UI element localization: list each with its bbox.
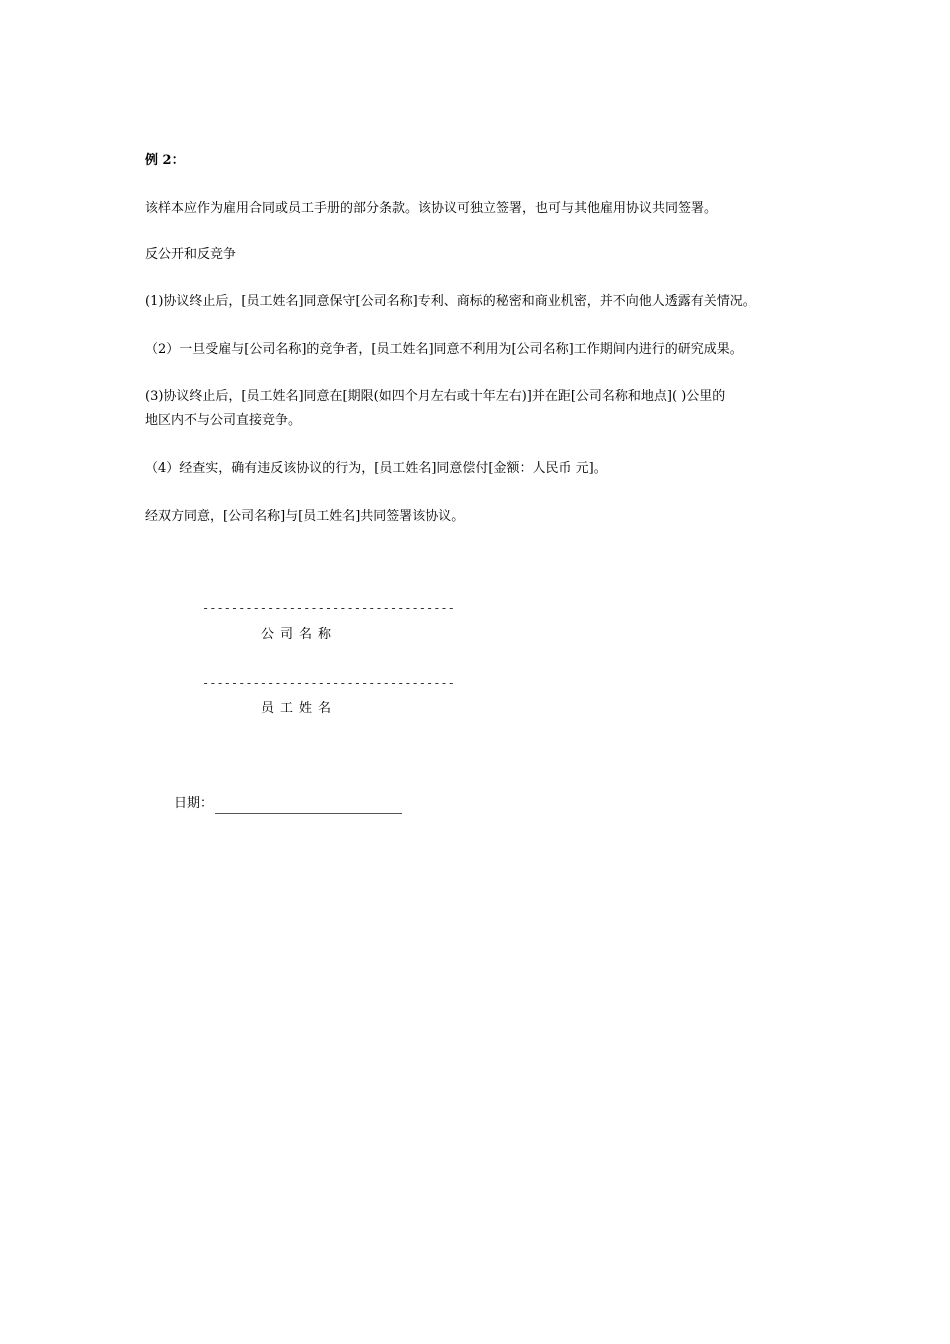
closing-paragraph: 经双方同意，[公司名称]与[员工姓名]共同签署该协议。 (145, 509, 465, 524)
clause-1: (1)协议终止后，[员工姓名]同意保守[公司名称]专利、商标的秘密和商业机密，并不向他人透露有关情况。 (145, 294, 756, 309)
clause-3-line-2: 地区内不与公司直接竞争。 (145, 413, 302, 428)
employee-name-label: 员工姓名 (260, 701, 337, 716)
date-row (174, 794, 402, 814)
company-name-label: 公司名称 (260, 627, 337, 642)
intro-paragraph: 该样本应作为雇用合同或员工手册的部分条款。该协议可独立签署，也可与其他雇用协议共同签署。 (145, 201, 718, 216)
employee-signature-line: ----------------------------------- (202, 676, 455, 690)
section-title: 反公开和反竞争 (145, 247, 237, 262)
clause-2: （2）一旦受雇与[公司名称]的竞争者，[员工姓名]同意不利用为[公司名称]工作期间内进行的研究成果。 (145, 342, 743, 357)
date-label: 日期： (174, 796, 214, 811)
clause-4: （4）经查实，确有违反该协议的行为，[员工姓名]同意偿付[金额：人民币 元]。 (145, 461, 607, 476)
date-underline (215, 799, 402, 814)
company-signature-line: ----------------------------------- (202, 601, 455, 615)
clause-3-line-1: (3)协议终止后，[员工姓名]同意在[期限(如四个月左右或十年左右)]并在距[公司名称和地点]( )公里的 (145, 389, 726, 404)
example-heading: 例 2： (145, 153, 185, 168)
